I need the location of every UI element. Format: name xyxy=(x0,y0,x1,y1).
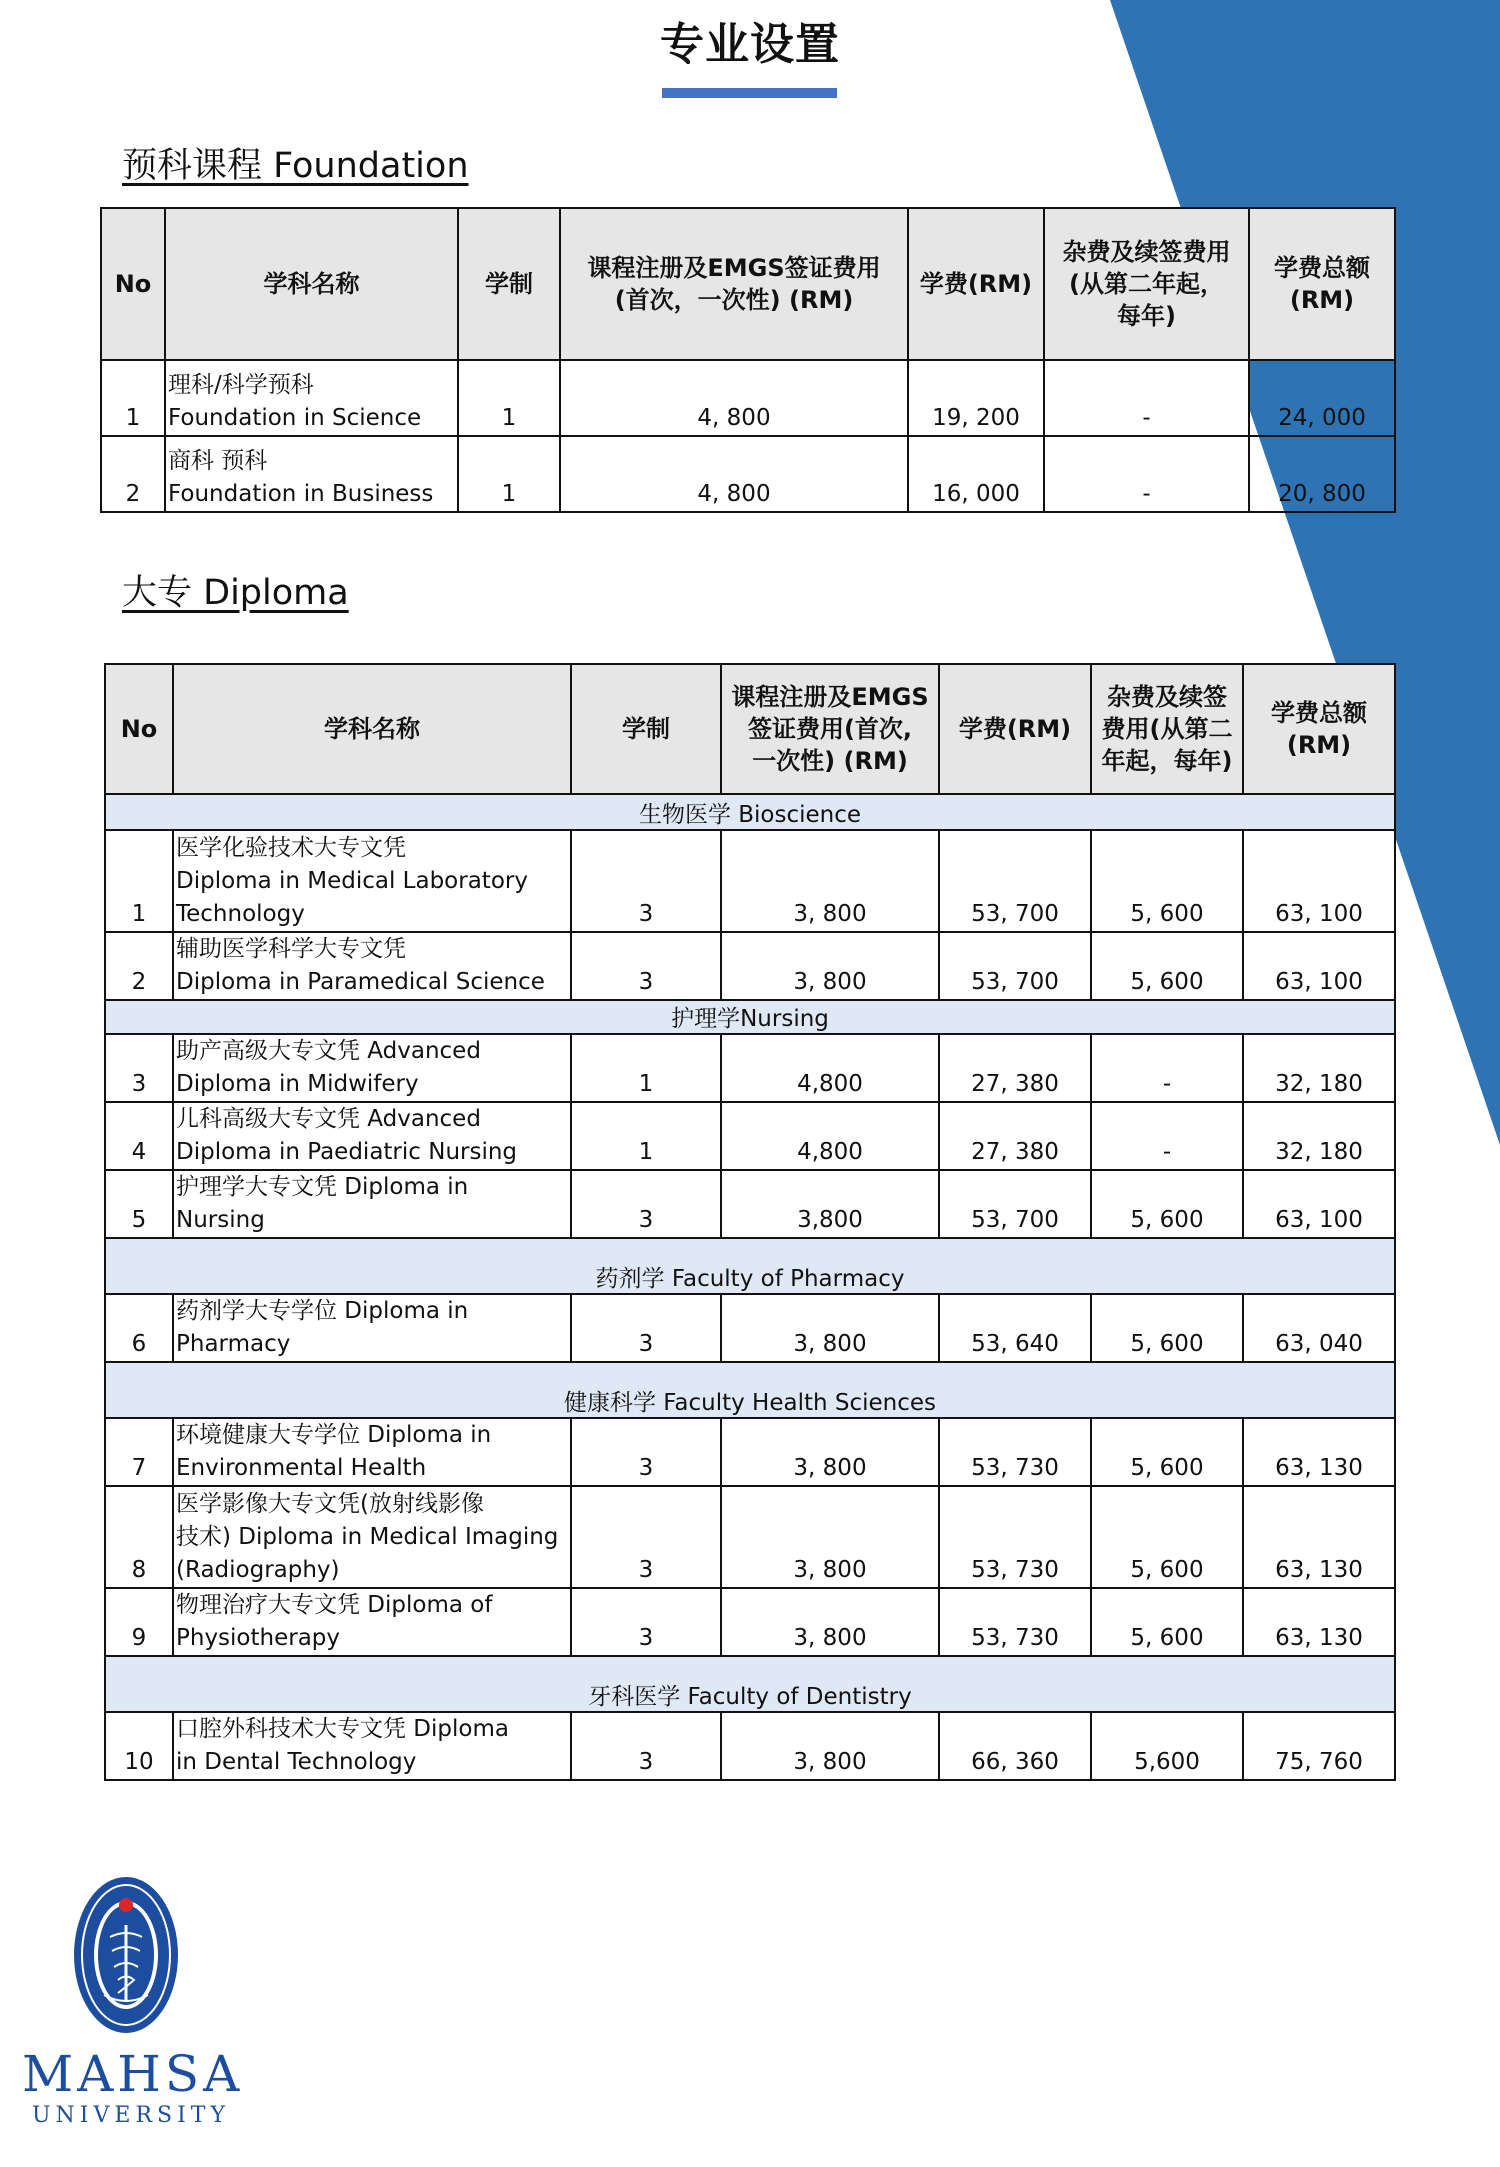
cell-tuition: 53, 700 xyxy=(939,932,1091,1000)
header-total: 学费总额 (RM) xyxy=(1249,208,1395,360)
cell-name: 物理治疗大专文凭 Diploma of Physiotherapy xyxy=(173,1588,571,1656)
header-duration: 学制 xyxy=(458,208,560,360)
header-duration: 学制 xyxy=(571,664,721,794)
cell-registration: 3, 800 xyxy=(721,1294,939,1362)
header-no: No xyxy=(101,208,165,360)
cell-duration: 3 xyxy=(571,1418,721,1486)
cell-name: 医学化验技术大专文凭 Diploma in Medical Laboratory Technology xyxy=(173,830,571,932)
cell-tuition: 66, 360 xyxy=(939,1712,1091,1780)
cell-registration: 3, 800 xyxy=(721,830,939,932)
cell-misc: - xyxy=(1044,436,1249,512)
cell-misc: - xyxy=(1044,360,1249,436)
logo-subtext: UNIVERSITY xyxy=(32,2103,230,2128)
cell-name: 理科/科学预科 Foundation in Science xyxy=(165,360,458,436)
cell-name: 助产高级大专文凭 Advanced Diploma in Midwifery xyxy=(173,1034,571,1102)
mahsa-university-logo xyxy=(22,1875,244,2128)
cell-total: 24, 000 xyxy=(1249,360,1395,436)
cell-tuition: 53, 730 xyxy=(939,1486,1091,1588)
cell-duration: 1 xyxy=(571,1102,721,1170)
cell-registration: 3,800 xyxy=(721,1170,939,1238)
cell-total: 63, 130 xyxy=(1243,1588,1395,1656)
table-row xyxy=(105,932,1395,1000)
cell-duration: 1 xyxy=(458,360,560,436)
cell-name: 药剂学大专学位 Diploma in Pharmacy xyxy=(173,1294,571,1362)
cell-duration: 3 xyxy=(571,1588,721,1656)
cell-no: 3 xyxy=(105,1034,173,1102)
cell-total: 32, 180 xyxy=(1243,1034,1395,1102)
table-header-row xyxy=(105,664,1395,794)
table-row xyxy=(105,1712,1395,1780)
cell-name: 商科 预科 Foundation in Business xyxy=(165,436,458,512)
table-row xyxy=(101,360,1395,436)
cell-tuition: 53, 640 xyxy=(939,1294,1091,1362)
table-row xyxy=(105,1486,1395,1588)
cell-misc: 5,600 xyxy=(1091,1712,1243,1780)
diploma-fee-table xyxy=(104,663,1396,1781)
category-row xyxy=(105,794,1395,830)
category-label: 药剂学 Faculty of Pharmacy xyxy=(105,1238,1395,1294)
cell-tuition: 27, 380 xyxy=(939,1102,1091,1170)
cell-registration: 3, 800 xyxy=(721,1588,939,1656)
cell-no: 8 xyxy=(105,1486,173,1588)
cell-total: 63, 100 xyxy=(1243,1170,1395,1238)
table-row xyxy=(105,830,1395,932)
cell-name: 护理学大专文凭 Diploma in Nursing xyxy=(173,1170,571,1238)
crest-icon xyxy=(22,1875,240,2045)
cell-misc: 5, 600 xyxy=(1091,932,1243,1000)
cell-duration: 3 xyxy=(571,1712,721,1780)
category-label: 护理学Nursing xyxy=(105,1000,1395,1034)
cell-tuition: 19, 200 xyxy=(908,360,1044,436)
cell-total: 63, 100 xyxy=(1243,932,1395,1000)
category-row xyxy=(105,1238,1395,1294)
logo-wordmark: MAHSA xyxy=(22,2045,244,2103)
cell-registration: 4,800 xyxy=(721,1034,939,1102)
cell-registration: 3, 800 xyxy=(721,932,939,1000)
table-row xyxy=(105,1102,1395,1170)
cell-duration: 1 xyxy=(458,436,560,512)
cell-no: 6 xyxy=(105,1294,173,1362)
cell-duration: 3 xyxy=(571,1294,721,1362)
diploma-heading: 大专 Diploma xyxy=(122,573,349,613)
cell-duration: 3 xyxy=(571,1170,721,1238)
cell-misc: 5, 600 xyxy=(1091,1588,1243,1656)
cell-tuition: 53, 700 xyxy=(939,830,1091,932)
cell-total: 75, 760 xyxy=(1243,1712,1395,1780)
header-registration: 课程注册及EMGS 签证费用(首次, 一次性) (RM) xyxy=(721,664,939,794)
cell-registration: 3, 800 xyxy=(721,1486,939,1588)
cell-duration: 3 xyxy=(571,1486,721,1588)
table-row xyxy=(105,1034,1395,1102)
header-misc: 杂费及续签费用 (从第二年起， 每年) xyxy=(1044,208,1249,360)
category-label: 牙科医学 Faculty of Dentistry xyxy=(105,1656,1395,1712)
header-tuition: 学费(RM) xyxy=(939,664,1091,794)
category-row xyxy=(105,1000,1395,1034)
table-row xyxy=(101,436,1395,512)
table-header-row xyxy=(101,208,1395,360)
cell-tuition: 53, 730 xyxy=(939,1418,1091,1486)
cell-name: 儿科高级大专文凭 Advanced Diploma in Paediatric Nursing xyxy=(173,1102,571,1170)
cell-misc: 5, 600 xyxy=(1091,1170,1243,1238)
table-row xyxy=(105,1294,1395,1362)
cell-no: 2 xyxy=(105,932,173,1000)
foundation-fee-table xyxy=(100,207,1396,513)
cell-duration: 1 xyxy=(571,1034,721,1102)
cell-misc: - xyxy=(1091,1102,1243,1170)
cell-tuition: 53, 700 xyxy=(939,1170,1091,1238)
cell-registration: 3, 800 xyxy=(721,1418,939,1486)
cell-misc: 5, 600 xyxy=(1091,830,1243,932)
foundation-heading: 预科课程 Foundation xyxy=(122,146,469,186)
header-name: 学科名称 xyxy=(173,664,571,794)
cell-registration: 4, 800 xyxy=(560,436,908,512)
cell-name: 口腔外科技术大专文凭 Diploma in Dental Technology xyxy=(173,1712,571,1780)
cell-total: 63, 130 xyxy=(1243,1486,1395,1588)
cell-misc: 5, 600 xyxy=(1091,1294,1243,1362)
cell-misc: - xyxy=(1091,1034,1243,1102)
category-label: 生物医学 Bioscience xyxy=(105,794,1395,830)
cell-tuition: 27, 380 xyxy=(939,1034,1091,1102)
cell-no: 10 xyxy=(105,1712,173,1780)
cell-tuition: 53, 730 xyxy=(939,1588,1091,1656)
cell-no: 4 xyxy=(105,1102,173,1170)
cell-duration: 3 xyxy=(571,830,721,932)
cell-registration: 4,800 xyxy=(721,1102,939,1170)
category-label: 健康科学 Faculty Health Sciences xyxy=(105,1362,1395,1418)
title-underline-bar xyxy=(662,88,837,98)
cell-misc: 5, 600 xyxy=(1091,1486,1243,1588)
category-row xyxy=(105,1656,1395,1712)
header-tuition: 学费(RM) xyxy=(908,208,1044,360)
header-no: No xyxy=(105,664,173,794)
cell-name: 环境健康大专学位 Diploma in Environmental Health xyxy=(173,1418,571,1486)
table-row xyxy=(105,1588,1395,1656)
cell-no: 1 xyxy=(105,830,173,932)
category-row xyxy=(105,1362,1395,1418)
cell-registration: 4, 800 xyxy=(560,360,908,436)
cell-no: 2 xyxy=(101,436,165,512)
cell-total: 63, 040 xyxy=(1243,1294,1395,1362)
table-row xyxy=(105,1170,1395,1238)
cell-tuition: 16, 000 xyxy=(908,436,1044,512)
cell-no: 7 xyxy=(105,1418,173,1486)
page-title: 专业设置 xyxy=(660,19,840,70)
cell-total: 32, 180 xyxy=(1243,1102,1395,1170)
cell-name: 医学影像大专文凭(放射线影像 技术) Diploma in Medical Imaging (Radiography) xyxy=(173,1486,571,1588)
cell-duration: 3 xyxy=(571,932,721,1000)
cell-no: 9 xyxy=(105,1588,173,1656)
cell-total: 20, 800 xyxy=(1249,436,1395,512)
cell-total: 63, 100 xyxy=(1243,830,1395,932)
cell-name: 辅助医学科学大专文凭 Diploma in Paramedical Science xyxy=(173,932,571,1000)
header-registration: 课程注册及EMGS签证费用 (首次，一次性) (RM) xyxy=(560,208,908,360)
cell-no: 5 xyxy=(105,1170,173,1238)
cell-no: 1 xyxy=(101,360,165,436)
header-name: 学科名称 xyxy=(165,208,458,360)
header-misc: 杂费及续签 费用(从第二 年起，每年) xyxy=(1091,664,1243,794)
cell-total: 63, 130 xyxy=(1243,1418,1395,1486)
header-total: 学费总额 (RM) xyxy=(1243,664,1395,794)
table-row xyxy=(105,1418,1395,1486)
cell-misc: 5, 600 xyxy=(1091,1418,1243,1486)
cell-registration: 3, 800 xyxy=(721,1712,939,1780)
